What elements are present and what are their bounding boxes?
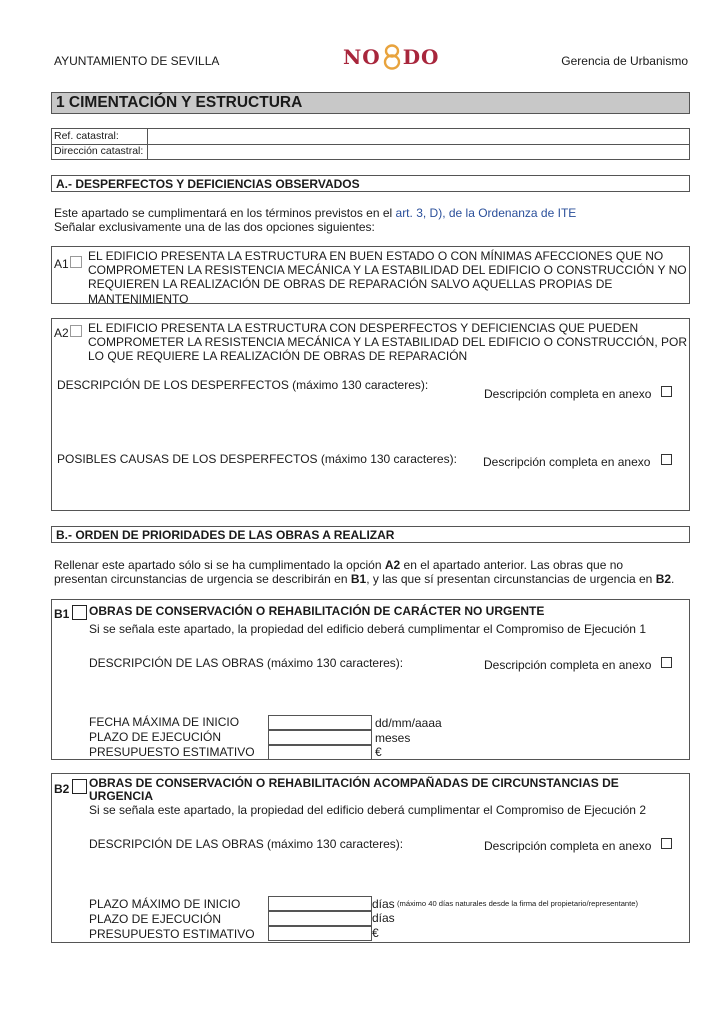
b2-start-limit-label: PLAZO MÁXIMO DE INICIO bbox=[89, 897, 241, 911]
b2-budget-unit: € bbox=[372, 926, 379, 940]
b1-duration-unit: meses bbox=[375, 731, 411, 745]
b1-budget-input[interactable] bbox=[268, 745, 372, 760]
option-a1-checkbox[interactable] bbox=[70, 256, 82, 268]
logo-text-left: NO bbox=[343, 45, 381, 69]
option-a2-checkbox[interactable] bbox=[70, 325, 82, 337]
causes-description-label: POSIBLES CAUSAS DE LOS DESPERFECTOS (máximo 130 caracteres): bbox=[57, 452, 457, 466]
header-left: AYUNTAMIENTO DE SEVILLA bbox=[54, 54, 220, 68]
b2-start-limit-input[interactable] bbox=[268, 896, 372, 911]
option-a2-box bbox=[51, 318, 690, 511]
b2-budget-input[interactable] bbox=[268, 926, 372, 941]
intro-2e: . bbox=[671, 572, 675, 586]
b1-works-description-label: DESCRIPCIÓN DE LAS OBRAS (máximo 130 caracteres): bbox=[89, 656, 404, 670]
b1-budget-label: PRESUPUESTO ESTIMATIVO bbox=[89, 745, 255, 759]
section-a-intro-text: Este apartado se cumplimentará en los términos previstos en el bbox=[54, 206, 396, 220]
b1-annex-label: Descripción completa en anexo bbox=[484, 658, 652, 672]
section-a-intro bbox=[54, 206, 576, 220]
ordenanza-ite-link[interactable]: art. 3, D), de la Ordenanza de ITE bbox=[395, 206, 577, 220]
section-a-instruction: Señalar exclusivamente una de las dos opciones siguientes: bbox=[54, 220, 375, 234]
causes-description-input[interactable] bbox=[57, 469, 477, 507]
b2-works-description-label: DESCRIPCIÓN DE LAS OBRAS (máximo 130 caracteres): bbox=[89, 837, 404, 851]
section-b-intro-line-2 bbox=[54, 572, 674, 586]
intro-2d: B2 bbox=[655, 572, 672, 586]
option-b1-box bbox=[51, 599, 690, 760]
direccion-catastral-input[interactable] bbox=[151, 145, 681, 158]
b2-budget-label: PRESUPUESTO ESTIMATIVO bbox=[89, 927, 255, 941]
b2-start-limit-note: (máximo 40 días naturales desde la firma del propietario/representante) bbox=[397, 899, 639, 908]
b1-duration-input[interactable] bbox=[268, 730, 372, 745]
defects-annex-checkbox[interactable] bbox=[661, 386, 672, 397]
defects-description-label: DESCRIPCIÓN DE LOS DESPERFECTOS (máximo 130 caracteres): bbox=[57, 378, 429, 392]
section-title: 1 CIMENTACIÓN Y ESTRUCTURA bbox=[56, 94, 303, 111]
b2-start-limit-unit: días bbox=[372, 897, 395, 911]
intro-1a: Rellenar este apartado sólo si se ha cumplimentado la opción bbox=[54, 558, 385, 572]
b1-start-date-input[interactable] bbox=[268, 715, 372, 730]
option-a1-label: A1 bbox=[54, 257, 69, 271]
causes-annex-checkbox[interactable] bbox=[661, 454, 672, 465]
option-b2-checkbox[interactable] bbox=[72, 779, 87, 794]
option-b1-note: Si se señala este apartado, la propiedad del edificio deberá cumplimentar el Compromiso de Ejecución 1 bbox=[89, 622, 646, 636]
option-b1-checkbox[interactable] bbox=[72, 605, 87, 620]
header-right: Gerencia de Urbanismo bbox=[561, 54, 688, 68]
section-a-title: A.- DESPERFECTOS Y DEFICIENCIAS OBSERVADOS bbox=[56, 177, 360, 191]
option-b2-label: B2 bbox=[54, 782, 70, 796]
section-b-header bbox=[51, 526, 690, 543]
logo-text-right: DO bbox=[402, 45, 440, 69]
section-title-bar bbox=[51, 92, 690, 114]
option-b2-box bbox=[51, 773, 690, 943]
nodo-logo bbox=[343, 44, 439, 74]
b2-duration-label: PLAZO DE EJECUCIÓN bbox=[89, 912, 222, 926]
ref-catastral-label: Ref. catastral: bbox=[54, 130, 119, 142]
option-a2-label: A2 bbox=[54, 326, 69, 340]
b2-annex-checkbox[interactable] bbox=[661, 838, 672, 849]
intro-2b: B1 bbox=[350, 572, 367, 586]
b2-annex-label: Descripción completa en anexo bbox=[484, 839, 652, 853]
b2-works-description-input[interactable] bbox=[89, 854, 469, 890]
b2-duration-input[interactable] bbox=[268, 911, 372, 926]
causes-annex-label: Descripción completa en anexo bbox=[483, 455, 651, 469]
option-b2-title-line-2: URGENCIA bbox=[89, 789, 154, 803]
option-a1-text: EL EDIFICIO PRESENTA LA ESTRUCTURA EN BUEN ESTADO O CON MÍNIMAS AFECCIONES QUE NO COMPROMETEN LA RESISTENCIA MECÁNICA Y LA ESTABILIDAD DEL EDIFICIO O CONSTRUCCIÓN Y NO REQUIEREN LA REALIZACIÓN DE OBRAS DE REPARACIÓN SALVO AQUELLAS PROPIAS DE MANTENIMIENTO bbox=[88, 249, 687, 306]
section-b-intro-line-1 bbox=[54, 558, 623, 572]
option-a1-box bbox=[51, 246, 690, 304]
intro-2a: presentan circunstancias de urgencia se describirán en bbox=[54, 572, 351, 586]
section-a-header bbox=[51, 175, 690, 192]
b1-budget-unit: € bbox=[375, 745, 382, 759]
b1-works-description-input[interactable] bbox=[89, 674, 469, 710]
ref-catastral-input[interactable] bbox=[151, 130, 681, 143]
b2-duration-unit: días bbox=[372, 911, 395, 925]
option-b2-note: Si se señala este apartado, la propiedad del edificio deberá cumplimentar el Compromiso de Ejecución 2 bbox=[89, 803, 646, 817]
option-b1-label: B1 bbox=[54, 607, 70, 621]
defects-annex-label: Descripción completa en anexo bbox=[484, 387, 652, 401]
b1-start-date-unit: dd/mm/aaaa bbox=[375, 716, 442, 730]
option-a2-text: EL EDIFICIO PRESENTA LA ESTRUCTURA CON DESPERFECTOS Y DEFICIENCIAS QUE PUEDEN COMPROMETER LA RESISTENCIA MECÁNICA Y LA ESTABILIDAD DEL EDIFICIO O CONSTRUCCIÓN, POR LO QUE REQUIERE LA REALIZACIÓN DE OBRAS DE REPARACIÓN bbox=[88, 321, 688, 364]
intro-1c: en el apartado anterior. Las obras que no bbox=[400, 558, 624, 572]
b1-annex-checkbox[interactable] bbox=[661, 657, 672, 668]
intro-1b: A2 bbox=[384, 558, 401, 572]
option-b2-title-line-1: OBRAS DE CONSERVACIÓN O REHABILITACIÓN ACOMPAÑADAS DE CIRCUNSTANCIAS DE bbox=[89, 776, 619, 790]
b1-start-date-label: FECHA MÁXIMA DE INICIO bbox=[89, 715, 240, 729]
defects-description-input[interactable] bbox=[57, 395, 477, 445]
intro-2c: , y las que sí presentan circunstancias de urgencia en bbox=[366, 572, 656, 586]
direccion-catastral-label: Dirección catastral: bbox=[54, 145, 144, 157]
option-b1-title: OBRAS DE CONSERVACIÓN O REHABILITACIÓN DE CARÁCTER NO URGENTE bbox=[89, 604, 545, 618]
section-b-title: B.- ORDEN DE PRIORIDADES DE LAS OBRAS A REALIZAR bbox=[56, 528, 395, 542]
ref-table bbox=[51, 128, 690, 160]
logo-eight-skein-icon bbox=[382, 44, 402, 70]
b1-duration-label: PLAZO DE EJECUCIÓN bbox=[89, 730, 222, 744]
